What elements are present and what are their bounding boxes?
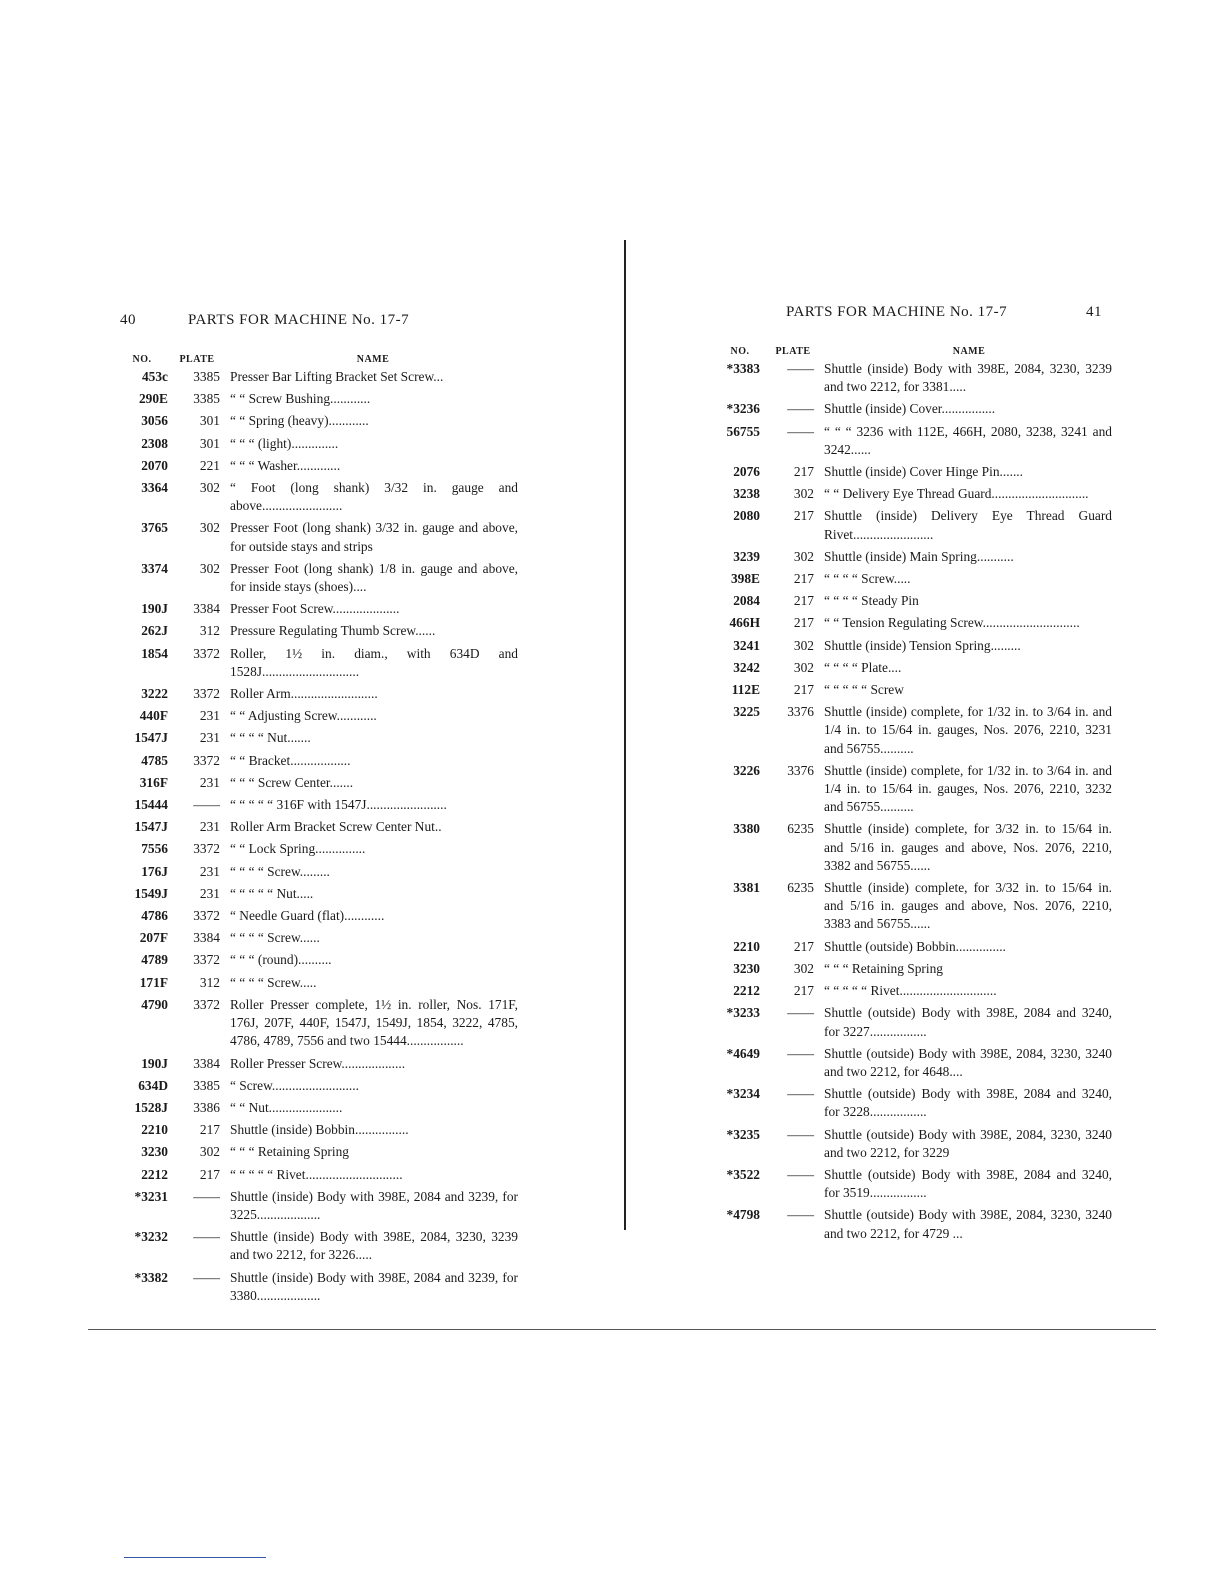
left-page bbox=[118, 312, 518, 1305]
table-row bbox=[118, 457, 518, 475]
part-name: “ “ “ “ Plate.... bbox=[824, 659, 902, 675]
part-name: Shuttle (inside) Body with 398E, 2084, 3230, 3239 and two 2212, for 3226..... bbox=[230, 1229, 518, 1263]
part-number: 634D bbox=[138, 1077, 168, 1093]
plate-number: 3385 bbox=[193, 1077, 220, 1093]
plate-number: 217 bbox=[793, 508, 814, 524]
table-row bbox=[118, 645, 518, 681]
table-row bbox=[118, 885, 518, 903]
part-number: *3234 bbox=[726, 1086, 760, 1102]
table-row bbox=[720, 423, 1112, 459]
right-page bbox=[720, 304, 1112, 1243]
plate-number: 3372 bbox=[193, 996, 220, 1012]
part-name: Shuttle (inside) Cover Hinge Pin....... bbox=[824, 464, 1023, 480]
part-number: 3238 bbox=[733, 486, 760, 502]
part-name: Shuttle (inside) Body with 398E, 2084, 3230, 3239 and two 2212, for 3381..... bbox=[824, 361, 1112, 395]
part-number: 3230 bbox=[141, 1144, 168, 1160]
table-row bbox=[118, 412, 518, 430]
col-name-header: NAME bbox=[952, 346, 986, 357]
plate-number: 221 bbox=[199, 457, 220, 473]
table-row bbox=[118, 907, 518, 925]
plate-number: 301 bbox=[199, 435, 220, 451]
table-row bbox=[118, 600, 518, 618]
column-headers bbox=[118, 354, 518, 368]
table-row bbox=[720, 938, 1112, 956]
table-row bbox=[720, 592, 1112, 610]
plate-number: 3372 bbox=[193, 752, 220, 768]
plate-number: —— bbox=[787, 1045, 814, 1061]
part-number: 190J bbox=[141, 1055, 168, 1071]
part-name: Shuttle (inside) Main Spring........... bbox=[824, 548, 1014, 564]
part-number: 15444 bbox=[134, 797, 168, 813]
plate-number: —— bbox=[787, 423, 814, 439]
part-name: Presser Bar Lifting Bracket Set Screw... bbox=[230, 369, 444, 384]
part-number: 2212 bbox=[141, 1166, 168, 1182]
table-row bbox=[118, 774, 518, 792]
part-name: Roller Arm.......................... bbox=[230, 686, 378, 702]
part-number: 3765 bbox=[141, 520, 168, 536]
plate-number: 231 bbox=[199, 885, 220, 901]
table-row bbox=[720, 548, 1112, 566]
table-row bbox=[118, 1228, 518, 1264]
table-row bbox=[118, 752, 518, 770]
part-number: 4790 bbox=[141, 996, 168, 1012]
plate-number: —— bbox=[193, 1229, 220, 1245]
table-row bbox=[720, 762, 1112, 817]
part-number: 4789 bbox=[141, 952, 168, 968]
table-row bbox=[118, 1188, 518, 1224]
part-number: 2210 bbox=[141, 1122, 168, 1138]
table-row bbox=[720, 485, 1112, 503]
table-row bbox=[118, 560, 518, 596]
part-name: “ “ “ (round).......... bbox=[230, 952, 332, 968]
plate-number: 231 bbox=[199, 774, 220, 790]
part-name: “ “ Spring (heavy)............ bbox=[230, 413, 369, 429]
plate-number: 217 bbox=[793, 682, 814, 698]
plate-number: 3384 bbox=[193, 601, 220, 617]
table-row bbox=[118, 996, 518, 1051]
table-row bbox=[720, 637, 1112, 655]
table-row bbox=[118, 1077, 518, 1095]
part-number: 3056 bbox=[141, 413, 168, 429]
table-row bbox=[118, 1099, 518, 1117]
plate-number: 3384 bbox=[193, 1055, 220, 1071]
plate-number: 3386 bbox=[193, 1099, 220, 1115]
plate-number: 302 bbox=[199, 1144, 220, 1160]
plate-number: 3376 bbox=[787, 704, 814, 720]
page-gutter-line bbox=[624, 240, 626, 1230]
table-row bbox=[118, 729, 518, 747]
bottom-rule bbox=[88, 1329, 1156, 1330]
part-name: “ “ “ Washer............. bbox=[230, 457, 341, 473]
table-row bbox=[118, 863, 518, 881]
table-row bbox=[118, 685, 518, 703]
plate-number: 231 bbox=[199, 819, 220, 835]
part-name: Shuttle (outside) Bobbin............... bbox=[824, 938, 1006, 954]
part-name: “ “ “ (light).............. bbox=[230, 435, 339, 451]
plate-number: 3385 bbox=[193, 369, 220, 384]
part-number: *4798 bbox=[726, 1207, 760, 1223]
col-no-header: NO. bbox=[730, 346, 750, 357]
plate-number: 3372 bbox=[193, 908, 220, 924]
part-name: Shuttle (outside) Body with 398E, 2084 and 3240, for 3228................. bbox=[824, 1086, 1112, 1120]
plate-number: 302 bbox=[199, 520, 220, 536]
table-row bbox=[720, 1206, 1112, 1242]
page-header bbox=[118, 312, 518, 342]
plate-number: 302 bbox=[793, 548, 814, 564]
part-number: 2084 bbox=[733, 593, 760, 609]
table-row bbox=[720, 1085, 1112, 1121]
page-number: 41 bbox=[1086, 304, 1102, 320]
plate-number: —— bbox=[787, 1166, 814, 1182]
plate-number: 217 bbox=[793, 593, 814, 609]
plate-number: 301 bbox=[199, 413, 220, 429]
part-number: 171F bbox=[139, 974, 168, 990]
col-plate-header: PLATE bbox=[775, 346, 811, 357]
plate-number: 217 bbox=[793, 983, 814, 999]
part-number: 3239 bbox=[733, 548, 760, 564]
plate-number: 3372 bbox=[193, 645, 220, 661]
part-name: “ Needle Guard (flat)............ bbox=[230, 908, 385, 924]
plate-number: 6235 bbox=[787, 880, 814, 896]
part-name: Shuttle (inside) complete, for 1/32 in. to 3/64 in. and 1/4 in. to 15/64 in. gauges, Nos. 2076, 2210, 3231 and 56755.......... bbox=[824, 704, 1112, 756]
part-number: 4785 bbox=[141, 752, 168, 768]
part-number: 3226 bbox=[733, 762, 760, 778]
part-name: “ “ “ “ Screw......... bbox=[230, 863, 330, 879]
col-plate-header: PLATE bbox=[179, 354, 215, 365]
table-row bbox=[720, 614, 1112, 632]
part-number: 56755 bbox=[726, 423, 760, 439]
part-name: Shuttle (inside) Body with 398E, 2084 and 3239, for 3225................... bbox=[230, 1188, 518, 1222]
plate-number: 231 bbox=[199, 708, 220, 724]
column-headers bbox=[720, 346, 1112, 360]
part-number: 3381 bbox=[733, 880, 760, 896]
plate-number: 217 bbox=[199, 1166, 220, 1182]
corner-rule bbox=[124, 1557, 266, 1558]
plate-number: 217 bbox=[793, 938, 814, 954]
table-row bbox=[118, 435, 518, 453]
part-number: *3232 bbox=[134, 1229, 168, 1245]
part-number: *3522 bbox=[726, 1166, 760, 1182]
part-number: 262J bbox=[141, 623, 168, 639]
part-number: 453c bbox=[141, 369, 168, 384]
table-row bbox=[118, 519, 518, 555]
plate-number: 217 bbox=[793, 571, 814, 587]
part-name: Presser Foot (long shank) 1/8 in. gauge and above, for inside stays (shoes).... bbox=[230, 560, 518, 595]
part-name: “ “ “ “ “ 316F with 1547J........................ bbox=[230, 797, 447, 813]
page-number: 40 bbox=[120, 312, 136, 328]
plate-number: 3372 bbox=[193, 841, 220, 857]
part-number: *3231 bbox=[134, 1188, 168, 1204]
table-row bbox=[720, 360, 1112, 396]
plate-number: 302 bbox=[793, 637, 814, 653]
table-row bbox=[720, 1166, 1112, 1202]
part-name: “ “ Delivery Eye Thread Guard............................. bbox=[824, 486, 1089, 502]
part-number: 3364 bbox=[141, 480, 168, 496]
part-number: 466H bbox=[729, 615, 760, 631]
table-row bbox=[720, 879, 1112, 934]
part-number: *3233 bbox=[726, 1005, 760, 1021]
part-number: 112E bbox=[731, 682, 760, 698]
plate-number: 302 bbox=[199, 560, 220, 576]
plate-number: —— bbox=[193, 797, 220, 813]
part-number: 2212 bbox=[733, 983, 760, 999]
part-number: 3222 bbox=[141, 686, 168, 702]
part-number: 7556 bbox=[141, 841, 168, 857]
part-name: “ “ “ “ “ Rivet............................. bbox=[230, 1166, 403, 1182]
table-row bbox=[118, 974, 518, 992]
table-row bbox=[720, 463, 1112, 481]
part-name: “ “ “ “ “ Nut..... bbox=[230, 885, 314, 901]
plate-number: 231 bbox=[199, 863, 220, 879]
table-row bbox=[118, 796, 518, 814]
table-row bbox=[720, 400, 1112, 418]
part-number: 207F bbox=[139, 930, 168, 946]
part-name: “ “ Screw Bushing............ bbox=[230, 391, 371, 407]
part-name: Shuttle (outside) Body with 398E, 2084, 3230, 3240 and two 2212, for 3229 bbox=[824, 1126, 1112, 1160]
part-name: “ “ “ “ “ Screw bbox=[824, 682, 904, 698]
table-row bbox=[118, 622, 518, 640]
part-name: “ “ “ “ Steady Pin bbox=[824, 593, 919, 609]
table-row bbox=[720, 1126, 1112, 1162]
plate-number: —— bbox=[193, 1188, 220, 1204]
plate-number: 302 bbox=[793, 486, 814, 502]
part-number: 398E bbox=[730, 571, 760, 587]
table-row bbox=[118, 818, 518, 836]
part-number: 3241 bbox=[733, 637, 760, 653]
table-row bbox=[720, 1045, 1112, 1081]
part-number: 1547J bbox=[134, 819, 168, 835]
part-name: “ “ “ “ Screw..... bbox=[230, 974, 317, 990]
table-row bbox=[118, 951, 518, 969]
table-row bbox=[118, 1166, 518, 1184]
part-number: *3383 bbox=[726, 361, 760, 376]
part-number: 1854 bbox=[141, 645, 168, 661]
parts-list bbox=[118, 368, 518, 1305]
part-number: 2308 bbox=[141, 435, 168, 451]
part-name: Shuttle (inside) complete, for 3/32 in. to 15/64 in. and 5/16 in. gauges and above, Nos. 2076, 2210, 3383 and 56755...... bbox=[824, 880, 1112, 932]
table-row bbox=[720, 820, 1112, 875]
table-row bbox=[720, 659, 1112, 677]
part-name: “ “ Nut...................... bbox=[230, 1099, 343, 1115]
part-name: “ “ “ Screw Center....... bbox=[230, 774, 354, 790]
part-name: “ “ Bracket.................. bbox=[230, 752, 351, 768]
plate-number: —— bbox=[193, 1269, 220, 1285]
plate-number: 3385 bbox=[193, 391, 220, 407]
part-number: 3380 bbox=[733, 821, 760, 837]
part-name: Shuttle (inside) Bobbin................ bbox=[230, 1122, 409, 1138]
plate-number: —— bbox=[787, 1005, 814, 1021]
part-name: Roller Presser complete, 1½ in. roller, Nos. 171F, 176J, 207F, 440F, 1547J, 1549J, 1854, 3222, 4785, 4786, 4789, 7556 and two 15444................. bbox=[230, 996, 518, 1049]
part-number: *3235 bbox=[726, 1126, 760, 1142]
part-name: Roller Arm Bracket Screw Center Nut.. bbox=[230, 819, 442, 835]
part-number: 316F bbox=[139, 774, 168, 790]
table-row bbox=[720, 507, 1112, 543]
table-row bbox=[118, 368, 518, 386]
plate-number: 6235 bbox=[787, 821, 814, 837]
part-name: “ “ “ Retaining Spring bbox=[824, 960, 943, 976]
part-number: 3242 bbox=[733, 659, 760, 675]
table-row bbox=[118, 707, 518, 725]
plate-number: 217 bbox=[199, 1122, 220, 1138]
part-number: 2080 bbox=[733, 508, 760, 524]
plate-number: 302 bbox=[793, 960, 814, 976]
part-name: Shuttle (outside) Body with 398E, 2084, 3230, 3240 and two 2212, for 4729 ... bbox=[824, 1207, 1112, 1241]
part-name: Roller, 1½ in. diam., with 634D and 1528J............................. bbox=[230, 645, 518, 679]
plate-number: —— bbox=[787, 361, 814, 376]
plate-number: 312 bbox=[199, 974, 220, 990]
part-name: “ “ Tension Regulating Screw............................. bbox=[824, 615, 1080, 631]
part-number: 3374 bbox=[141, 560, 168, 576]
plate-number: 3384 bbox=[193, 930, 220, 946]
table-row bbox=[720, 1004, 1112, 1040]
part-number: 1547J bbox=[134, 730, 168, 746]
part-number: 176J bbox=[141, 863, 168, 879]
table-row bbox=[720, 982, 1112, 1000]
plate-number: —— bbox=[787, 1086, 814, 1102]
col-name-header: NAME bbox=[356, 354, 390, 365]
col-no-header: NO. bbox=[132, 354, 152, 365]
part-name: Roller Presser Screw................... bbox=[230, 1055, 406, 1071]
part-number: 1528J bbox=[134, 1099, 168, 1115]
part-number: 1549J bbox=[134, 885, 168, 901]
part-name: “ Screw.......................... bbox=[230, 1077, 359, 1093]
table-row bbox=[720, 960, 1112, 978]
part-number: *3382 bbox=[134, 1269, 168, 1285]
part-number: 2210 bbox=[733, 938, 760, 954]
part-name: Shuttle (inside) complete, for 3/32 in. to 15/64 in. and 5/16 in. gauges and above, Nos. 2076, 2210, 3382 and 56755...... bbox=[824, 821, 1112, 873]
table-row bbox=[118, 479, 518, 515]
part-name: “ “ Lock Spring............... bbox=[230, 841, 366, 857]
part-name: Shuttle (inside) Delivery Eye Thread Guard Rivet........................ bbox=[824, 508, 1112, 542]
part-name: “ “ “ “ Nut....... bbox=[230, 730, 311, 746]
page-title: PARTS FOR MACHINE No. 17-7 bbox=[188, 312, 410, 328]
page-title: PARTS FOR MACHINE No. 17-7 bbox=[786, 304, 1008, 320]
part-number: *3236 bbox=[726, 401, 760, 417]
table-row bbox=[720, 681, 1112, 699]
part-name: Shuttle (outside) Body with 398E, 2084 and 3240, for 3227................. bbox=[824, 1005, 1112, 1039]
plate-number: 231 bbox=[199, 730, 220, 746]
table-row bbox=[118, 1121, 518, 1139]
table-row bbox=[720, 570, 1112, 588]
part-number: 2070 bbox=[141, 457, 168, 473]
parts-list bbox=[720, 360, 1112, 1243]
plate-number: 312 bbox=[199, 623, 220, 639]
plate-number: 217 bbox=[793, 464, 814, 480]
part-name: Presser Foot Screw.................... bbox=[230, 601, 400, 617]
part-name: Shuttle (inside) Cover................ bbox=[824, 401, 996, 417]
part-name: Presser Foot (long shank) 3/32 in. gauge and above, for outside stays and strips bbox=[230, 520, 518, 554]
part-name: Shuttle (inside) Body with 398E, 2084 and 3239, for 3380................... bbox=[230, 1269, 518, 1303]
plate-number: —— bbox=[787, 1126, 814, 1142]
plate-number: 302 bbox=[199, 480, 220, 496]
part-number: 3230 bbox=[733, 960, 760, 976]
part-number: 440F bbox=[139, 708, 168, 724]
plate-number: —— bbox=[787, 1207, 814, 1223]
table-row bbox=[118, 1055, 518, 1073]
page-header bbox=[720, 304, 1112, 334]
table-row bbox=[118, 840, 518, 858]
part-name: “ “ “ “ “ Rivet............................. bbox=[824, 983, 997, 999]
table-row bbox=[118, 929, 518, 947]
part-name: “ “ “ Retaining Spring bbox=[230, 1144, 349, 1160]
part-number: 290E bbox=[138, 391, 168, 407]
table-row bbox=[720, 703, 1112, 758]
part-number: *4649 bbox=[726, 1045, 760, 1061]
part-name: “ “ “ “ Screw..... bbox=[824, 571, 911, 587]
part-name: “ “ “ 3236 with 112E, 466H, 2080, 3238, 3241 and 3242...... bbox=[824, 423, 1112, 457]
plate-number: 3372 bbox=[193, 686, 220, 702]
plate-number: —— bbox=[787, 401, 814, 417]
plate-number: 302 bbox=[793, 659, 814, 675]
part-name: Pressure Regulating Thumb Screw...... bbox=[230, 623, 436, 639]
plate-number: 217 bbox=[793, 615, 814, 631]
part-name: “ Foot (long shank) 3/32 in. gauge and above........................ bbox=[230, 480, 518, 514]
part-name: Shuttle (outside) Body with 398E, 2084 and 3240, for 3519................. bbox=[824, 1166, 1112, 1201]
part-name: “ “ Adjusting Screw............ bbox=[230, 708, 377, 724]
part-number: 2076 bbox=[733, 464, 760, 480]
part-name: Shuttle (outside) Body with 398E, 2084, 3230, 3240 and two 2212, for 4648.... bbox=[824, 1045, 1112, 1079]
part-name: Shuttle (inside) Tension Spring......... bbox=[824, 637, 1021, 653]
part-number: 190J bbox=[141, 601, 168, 617]
part-number: 4786 bbox=[141, 908, 168, 924]
table-row bbox=[118, 390, 518, 408]
table-row bbox=[118, 1143, 518, 1161]
plate-number: 3376 bbox=[787, 762, 814, 778]
plate-number: 3372 bbox=[193, 952, 220, 968]
part-number: 3225 bbox=[733, 704, 760, 720]
part-name: Shuttle (inside) complete, for 1/32 in. to 3/64 in. and 1/4 in. to 15/64 in. gauges, Nos. 2076, 2210, 3232 and 56755.......... bbox=[824, 762, 1112, 815]
table-row bbox=[118, 1269, 518, 1305]
part-name: “ “ “ “ Screw...... bbox=[230, 930, 320, 946]
